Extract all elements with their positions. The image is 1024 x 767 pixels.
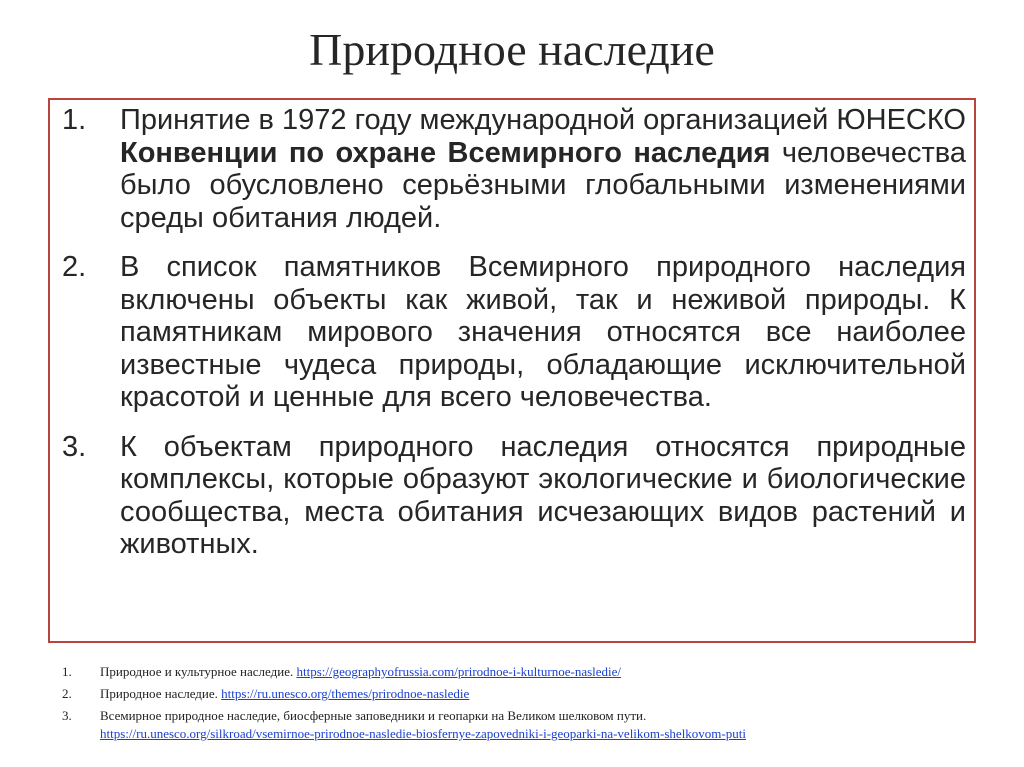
point-text-after: человечества было обусловлено серьёзными глобальными изменениями среды обитания людей. xyxy=(120,136,967,234)
point-text xyxy=(120,104,966,234)
point-text: В список памятников Всемирного природного наследия включены объекты как живой, так и неживой природы. К памятникам мирового значения относятся все наиболее известные чудеса природы, обладающие исключительной красотой и ценные для всего человечества. xyxy=(120,251,966,413)
point-item-2 xyxy=(62,251,970,414)
point-number: 1. xyxy=(62,104,87,136)
references-list xyxy=(62,663,992,747)
reference-text: Природное наследие. xyxy=(100,686,222,701)
point-text-bold: Конвенции по охране Всемирного наследия xyxy=(120,136,771,169)
reference-body xyxy=(100,707,992,743)
reference-item-3 xyxy=(62,707,992,743)
slide-title: Природное наследие xyxy=(309,24,715,75)
reference-item-2 xyxy=(62,685,992,703)
reference-text: Всемирное природное наследие, биосферные заповедники и геопарки на Великом шелковом пути. xyxy=(100,708,647,723)
point-item-1 xyxy=(62,104,970,234)
point-text: К объектам природного наследия относятся природные комплексы, которые образуют экологические и биологические сообщества, места обитания исчезающих видов растений и животных. xyxy=(120,430,966,560)
reference-link[interactable]: https://ru.unesco.org/themes/prirodnoe-nasledie xyxy=(221,686,470,701)
reference-body xyxy=(100,685,992,703)
main-points-list xyxy=(62,104,970,578)
point-number: 2. xyxy=(62,251,87,283)
content-box xyxy=(48,98,976,643)
reference-number: 3. xyxy=(62,708,72,723)
reference-text: Природное и культурное наследие. xyxy=(100,664,297,679)
reference-number: 1. xyxy=(62,664,72,679)
reference-number: 2. xyxy=(62,686,72,701)
reference-link[interactable]: https://ru.unesco.org/silkroad/vsemirnoe-prirodnoe-nasledie-biosfernye-zapovedniki-i-geoparki-na-velikom-shelkovom-puti xyxy=(100,726,746,741)
reference-body xyxy=(100,663,992,681)
reference-link[interactable]: https://geographyofrussia.com/prirodnoe-i-kulturnoe-nasledie/ xyxy=(296,664,622,679)
point-item-3 xyxy=(62,431,970,561)
reference-item-1 xyxy=(62,663,992,681)
point-text-before: Принятие в 1972 году международной организацией ЮНЕСКО xyxy=(120,104,966,136)
point-number: 3. xyxy=(62,430,87,463)
